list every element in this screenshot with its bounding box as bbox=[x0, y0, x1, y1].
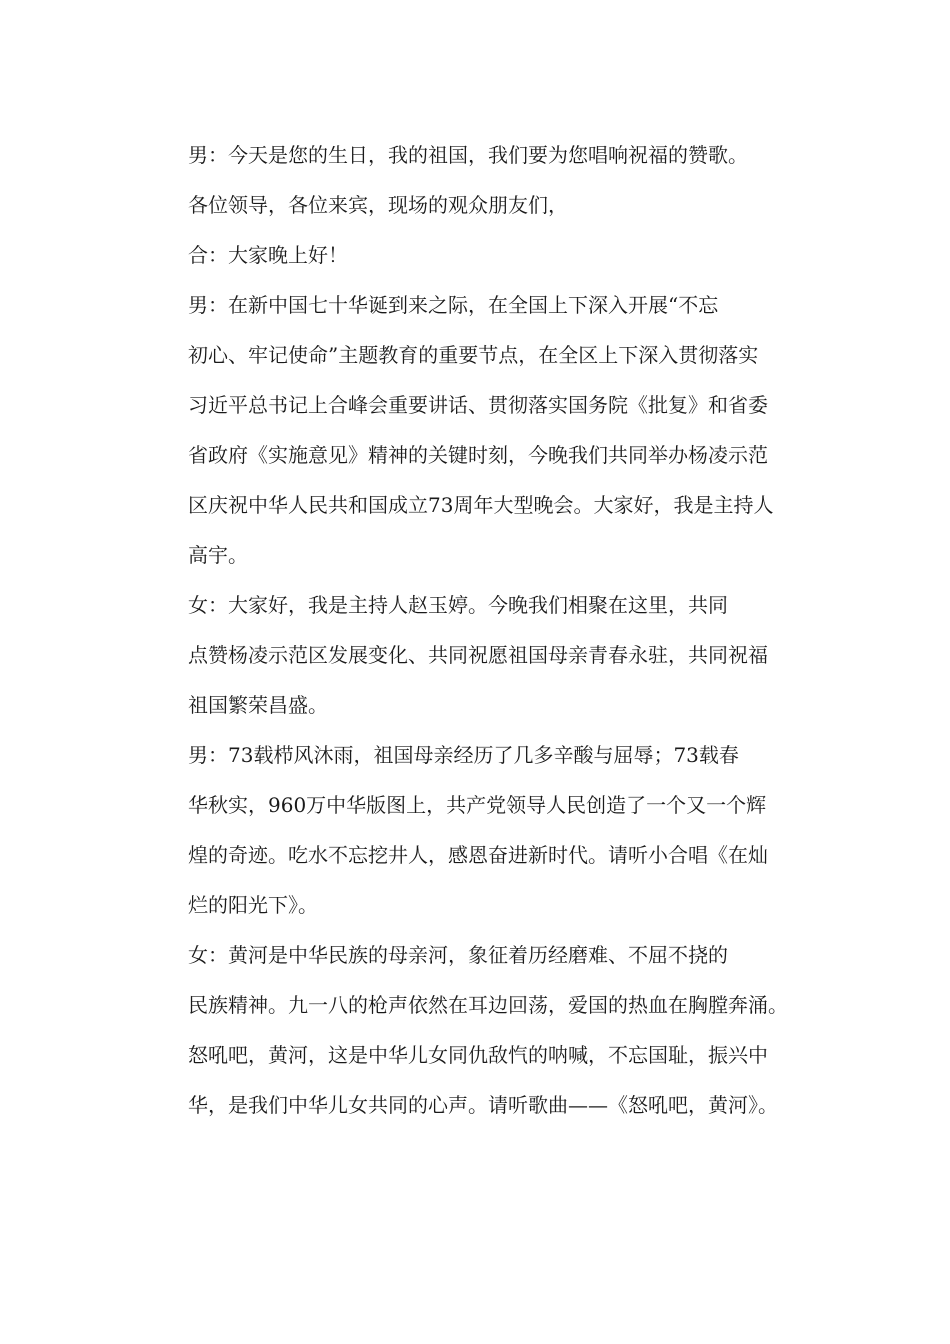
document-body bbox=[146, 130, 814, 1130]
text-line: 高宇。 bbox=[188, 543, 248, 567]
paragraph-male-opening bbox=[146, 130, 814, 230]
text-line: 男：在新中国七十华诞到来之际，在全国上下深入开展“不忘 bbox=[188, 293, 719, 317]
text-line: 怒吼吧，黄河，这是中华儿女同仇敌忾的呐喊，不忘国耻，振兴中 bbox=[188, 1043, 768, 1067]
text-line: 省政府《实施意见》精神的关键时刻，今晚我们共同举办杨凌示范 bbox=[188, 443, 768, 467]
text-line: 华秋实，960万中华版图上，共产党领导人民创造了一个又一个辉 bbox=[188, 793, 767, 817]
paragraph-female-program-two bbox=[146, 930, 814, 1130]
text-line: 点赞杨凌示范区发展变化、共同祝愿祖国母亲青春永驻，共同祝福 bbox=[188, 643, 768, 667]
text-line: 习近平总书记上合峰会重要讲话、贯彻落实国务院《批复》和省委 bbox=[188, 393, 768, 417]
text-line: 华，是我们中华儿女共同的心声。请听歌曲——《怒吼吧，黄河》。 bbox=[188, 1093, 778, 1117]
text-line: 初心、牢记使命”主题教育的重要节点，在全区上下深入贯彻落实 bbox=[188, 343, 759, 367]
text-line: 男：73载栉风沐雨，祖国母亲经历了几多辛酸与屈辱；73载春 bbox=[188, 743, 739, 767]
paragraph-female-introduction bbox=[146, 580, 814, 730]
text-line: 区庆祝中华人民共和国成立73周年大型晚会。大家好，我是主持人 bbox=[188, 493, 774, 517]
text-line: 女：黄河是中华民族的母亲河，象征着历经磨难、不屈不挠的 bbox=[188, 943, 728, 967]
text-line: 男：今天是您的生日，我的祖国，我们要为您唱响祝福的赞歌。 bbox=[188, 143, 748, 167]
paragraph-male-introduction bbox=[146, 280, 814, 580]
text-line: 女：大家好，我是主持人赵玉婷。今晚我们相聚在这里，共同 bbox=[188, 593, 728, 617]
paragraph-male-program-one bbox=[146, 730, 814, 930]
text-line: 煌的奇迹。吃水不忘挖井人，感恩奋进新时代。请听小合唱《在灿 bbox=[188, 843, 768, 867]
paragraph-together-greeting bbox=[146, 230, 814, 280]
text-line: 祖国繁荣昌盛。 bbox=[188, 693, 328, 717]
text-line: 烂的阳光下》。 bbox=[188, 893, 318, 917]
text-line: 民族精神。九一八的枪声依然在耳边回荡，爱国的热血在胸膛奔涌。 bbox=[188, 993, 788, 1017]
text-line: 合：大家晚上好！ bbox=[188, 243, 348, 267]
text-line: 各位领导，各位来宾，现场的观众朋友们， bbox=[188, 193, 568, 217]
